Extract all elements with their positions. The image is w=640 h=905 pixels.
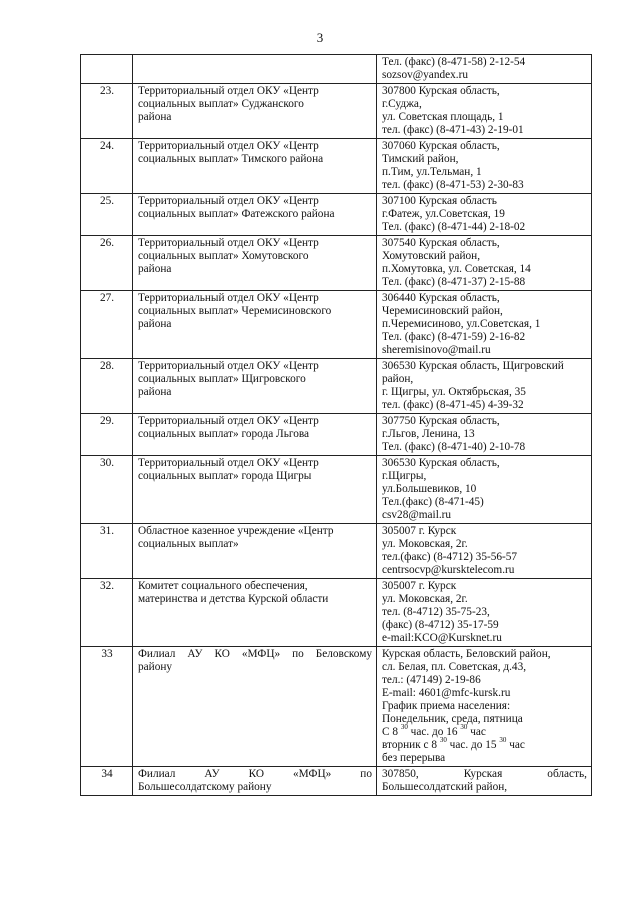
address-line: г.Суджа, [382,98,422,110]
address-line: район, [382,373,414,385]
address-line: п.Черемисиново, ул.Советская, 1 [382,318,541,330]
name-line: социальных выплат» города Щигры [138,470,312,482]
contact-details [377,647,592,767]
row-number: 30. [81,456,133,524]
schedule-text: час. до 16 [407,726,461,738]
name-line: социальных выплат» Фатежского района [138,208,335,220]
name-line: социальных выплат» Хомутовского [138,250,309,262]
organization-name [133,55,377,84]
address-line: сл. Белая, пл. Советская, д.43, [382,661,527,673]
name-line: Территориальный отдел ОКУ «Центр [138,360,319,372]
name-line: социальных выплат» Суджанского [138,98,304,110]
address-line: 307100 Курская область [382,195,497,207]
row-number [81,55,133,84]
address-line: Большесолдатский район, [382,781,508,793]
organization-name [133,456,377,524]
email-text: csv28@mail.ru [382,509,452,521]
row-number: 24. [81,139,133,194]
name-line: района [138,318,172,330]
row-number: 26. [81,236,133,291]
name-line: Территориальный отдел ОКУ «Центр [138,85,319,97]
address-line: ул. Моковская, 2г. [382,538,468,550]
row-number: 25. [81,194,133,236]
contact-details [377,236,592,291]
schedule-line [382,723,587,739]
address-line: Тимский район, [382,153,459,165]
address-line: 306530 Курская область, [382,457,500,469]
address-line: 306530 Курская область, Щигровский [382,360,564,372]
name-line: Территориальный отдел ОКУ «Центр [138,140,319,152]
name-line: района [138,111,172,123]
address-line: 307540 Курская область, [382,237,500,249]
address-line: Тел.(факс) (8-471-45) [382,496,484,508]
contact-details [377,579,592,647]
minutes-superscript: 30 [400,723,408,732]
address-line: Тел. (факс) (8-471-37) 2-15-88 [382,276,526,288]
address-line: График приема населения: [382,700,511,712]
name-line: Комитет социального обеспечения, [138,580,308,592]
address-line: г.Льгов, Ленина, 13 [382,428,475,440]
schedule-text: час [506,739,525,751]
contact-details [377,55,592,84]
table-body [81,55,592,796]
address-line: 307800 Курская область, [382,85,500,97]
name-line: района [138,263,172,275]
name-line: Большесолдатскому району [138,781,272,793]
email-text: E-mail: 4601@mfc-kursk.ru [382,687,511,699]
schedule-text: час [467,726,486,738]
organization-name [133,767,377,796]
name-line: району [138,661,173,673]
email-text: centrsocvp@kursktelecom.ru [382,564,515,576]
name-line: социальных выплат» города Льгова [138,428,310,440]
email-text: sozsov@yandex.ru [382,69,469,81]
table-row [81,55,592,84]
organization-name [133,647,377,767]
row-number: 34 [81,767,133,796]
contact-details [377,84,592,139]
organization-name [133,291,377,359]
schedule-text: час. до 15 [446,739,500,751]
address-line: (факс) (8-4712) 35-17-59 [382,619,499,631]
contact-details [377,456,592,524]
name-line: Территориальный отдел ОКУ «Центр [138,292,319,304]
row-number: 29. [81,414,133,456]
contact-details [377,291,592,359]
address-line: Курская область, Беловский район, [382,648,551,660]
address-line: 306440 Курская область, [382,292,500,304]
table-row [81,84,592,139]
address-line: Тел. (факс) (8-471-59) 2-16-82 [382,331,526,343]
address-line: г.Фатеж, ул.Советская, 19 [382,208,505,220]
address-line: ул.Большевиков, 10 [382,483,477,495]
name-line: Филиал АУ КО «МФЦ» по [138,768,372,780]
organization-name [133,236,377,291]
schedule-line [382,736,587,752]
address-line: п.Хомутовка, ул. Советская, 14 [382,263,531,275]
address-line: 305007 г. Курск [382,525,457,537]
schedule-line: без перерыва [382,752,446,764]
address-line: Тел. (факс) (8-471-40) 2-10-78 [382,441,526,453]
row-number: 23. [81,84,133,139]
name-line: социальных выплат» Тимского района [138,153,324,165]
address-line: 307060 Курская область, [382,140,500,152]
organization-name [133,84,377,139]
name-line: социальных выплат» Черемисиновского [138,305,332,317]
address-line: Тел. (факс) (8-471-58) 2-12-54 [382,56,526,68]
row-number: 33 [81,647,133,767]
name-line: района [138,386,172,398]
contact-details [377,414,592,456]
table-row [81,139,592,194]
address-line: Тел. (факс) (8-471-44) 2-18-02 [382,221,526,233]
name-line: Филиал АУ КО «МФЦ» по Беловскому [138,648,372,660]
table-row [81,291,592,359]
table-row [81,524,592,579]
address-line: г. Щигры, ул. Октябрьская, 35 [382,386,526,398]
table-row [81,579,592,647]
organization-name [133,524,377,579]
row-number: 31. [81,524,133,579]
name-line: Территориальный отдел ОКУ «Центр [138,195,319,207]
table-row [81,647,592,767]
address-line: тел. (факс) (8-471-43) 2-19-01 [382,124,524,136]
table-row [81,359,592,414]
organization-name [133,414,377,456]
table-row [81,236,592,291]
address-line: Черемисиновский район, [382,305,503,317]
address-line: тел.: (47149) 2-19-86 [382,674,481,686]
name-line: социальных выплат» Щигровского [138,373,306,385]
name-line: Областное казенное учреждение «Центр [138,525,334,537]
schedule-text: вторник с 8 [382,739,440,751]
row-number: 27. [81,291,133,359]
organization-name [133,579,377,647]
contact-details [377,194,592,236]
name-line: Территориальный отдел ОКУ «Центр [138,457,319,469]
organization-name [133,194,377,236]
organization-name [133,139,377,194]
address-line: Хомутовский район, [382,250,481,262]
minutes-superscript: 30 [439,736,447,745]
minutes-superscript: 30 [460,723,468,732]
contact-details [377,767,592,796]
contact-details [377,524,592,579]
name-line: материнства и детства Курской области [138,593,329,605]
schedule-text: С 8 [382,726,401,738]
address-line: тел.(факс) (8-4712) 35-56-57 [382,551,518,563]
name-line: Территориальный отдел ОКУ «Центр [138,415,319,427]
organizations-table [80,54,592,796]
address-line: ул. Советская площадь, 1 [382,111,504,123]
minutes-superscript: 30 [499,736,507,745]
address-line: тел. (факс) (8-471-45) 4-39-32 [382,399,524,411]
name-line: Территориальный отдел ОКУ «Центр [138,237,319,249]
email-text: sheremisinovo@mail.ru [382,344,491,356]
contact-details [377,359,592,414]
address-line: 305007 г. Курск [382,580,457,592]
name-line: социальных выплат» [138,538,239,550]
address-line: г.Щигры, [382,470,427,482]
address-line: Понедельник, среда, пятница [382,713,523,725]
address-line: 307850, Курская область, [382,768,587,780]
address-line: тел. (факс) (8-471-53) 2-30-83 [382,179,524,191]
table-row [81,194,592,236]
address-line: ул. Моковская, 2г. [382,593,468,605]
organization-name [133,359,377,414]
row-number: 32. [81,579,133,647]
table-row [81,767,592,796]
address-line: 307750 Курская область, [382,415,500,427]
address-line: п.Тим, ул.Тельман, 1 [382,166,482,178]
page-number: 3 [316,30,324,45]
contact-details [377,139,592,194]
row-number: 28. [81,359,133,414]
email-text: e-mail:KCO@Kursknet.ru [382,632,502,644]
table-row [81,414,592,456]
table-row [81,456,592,524]
address-line: тел. (8-4712) 35-75-23, [382,606,490,618]
